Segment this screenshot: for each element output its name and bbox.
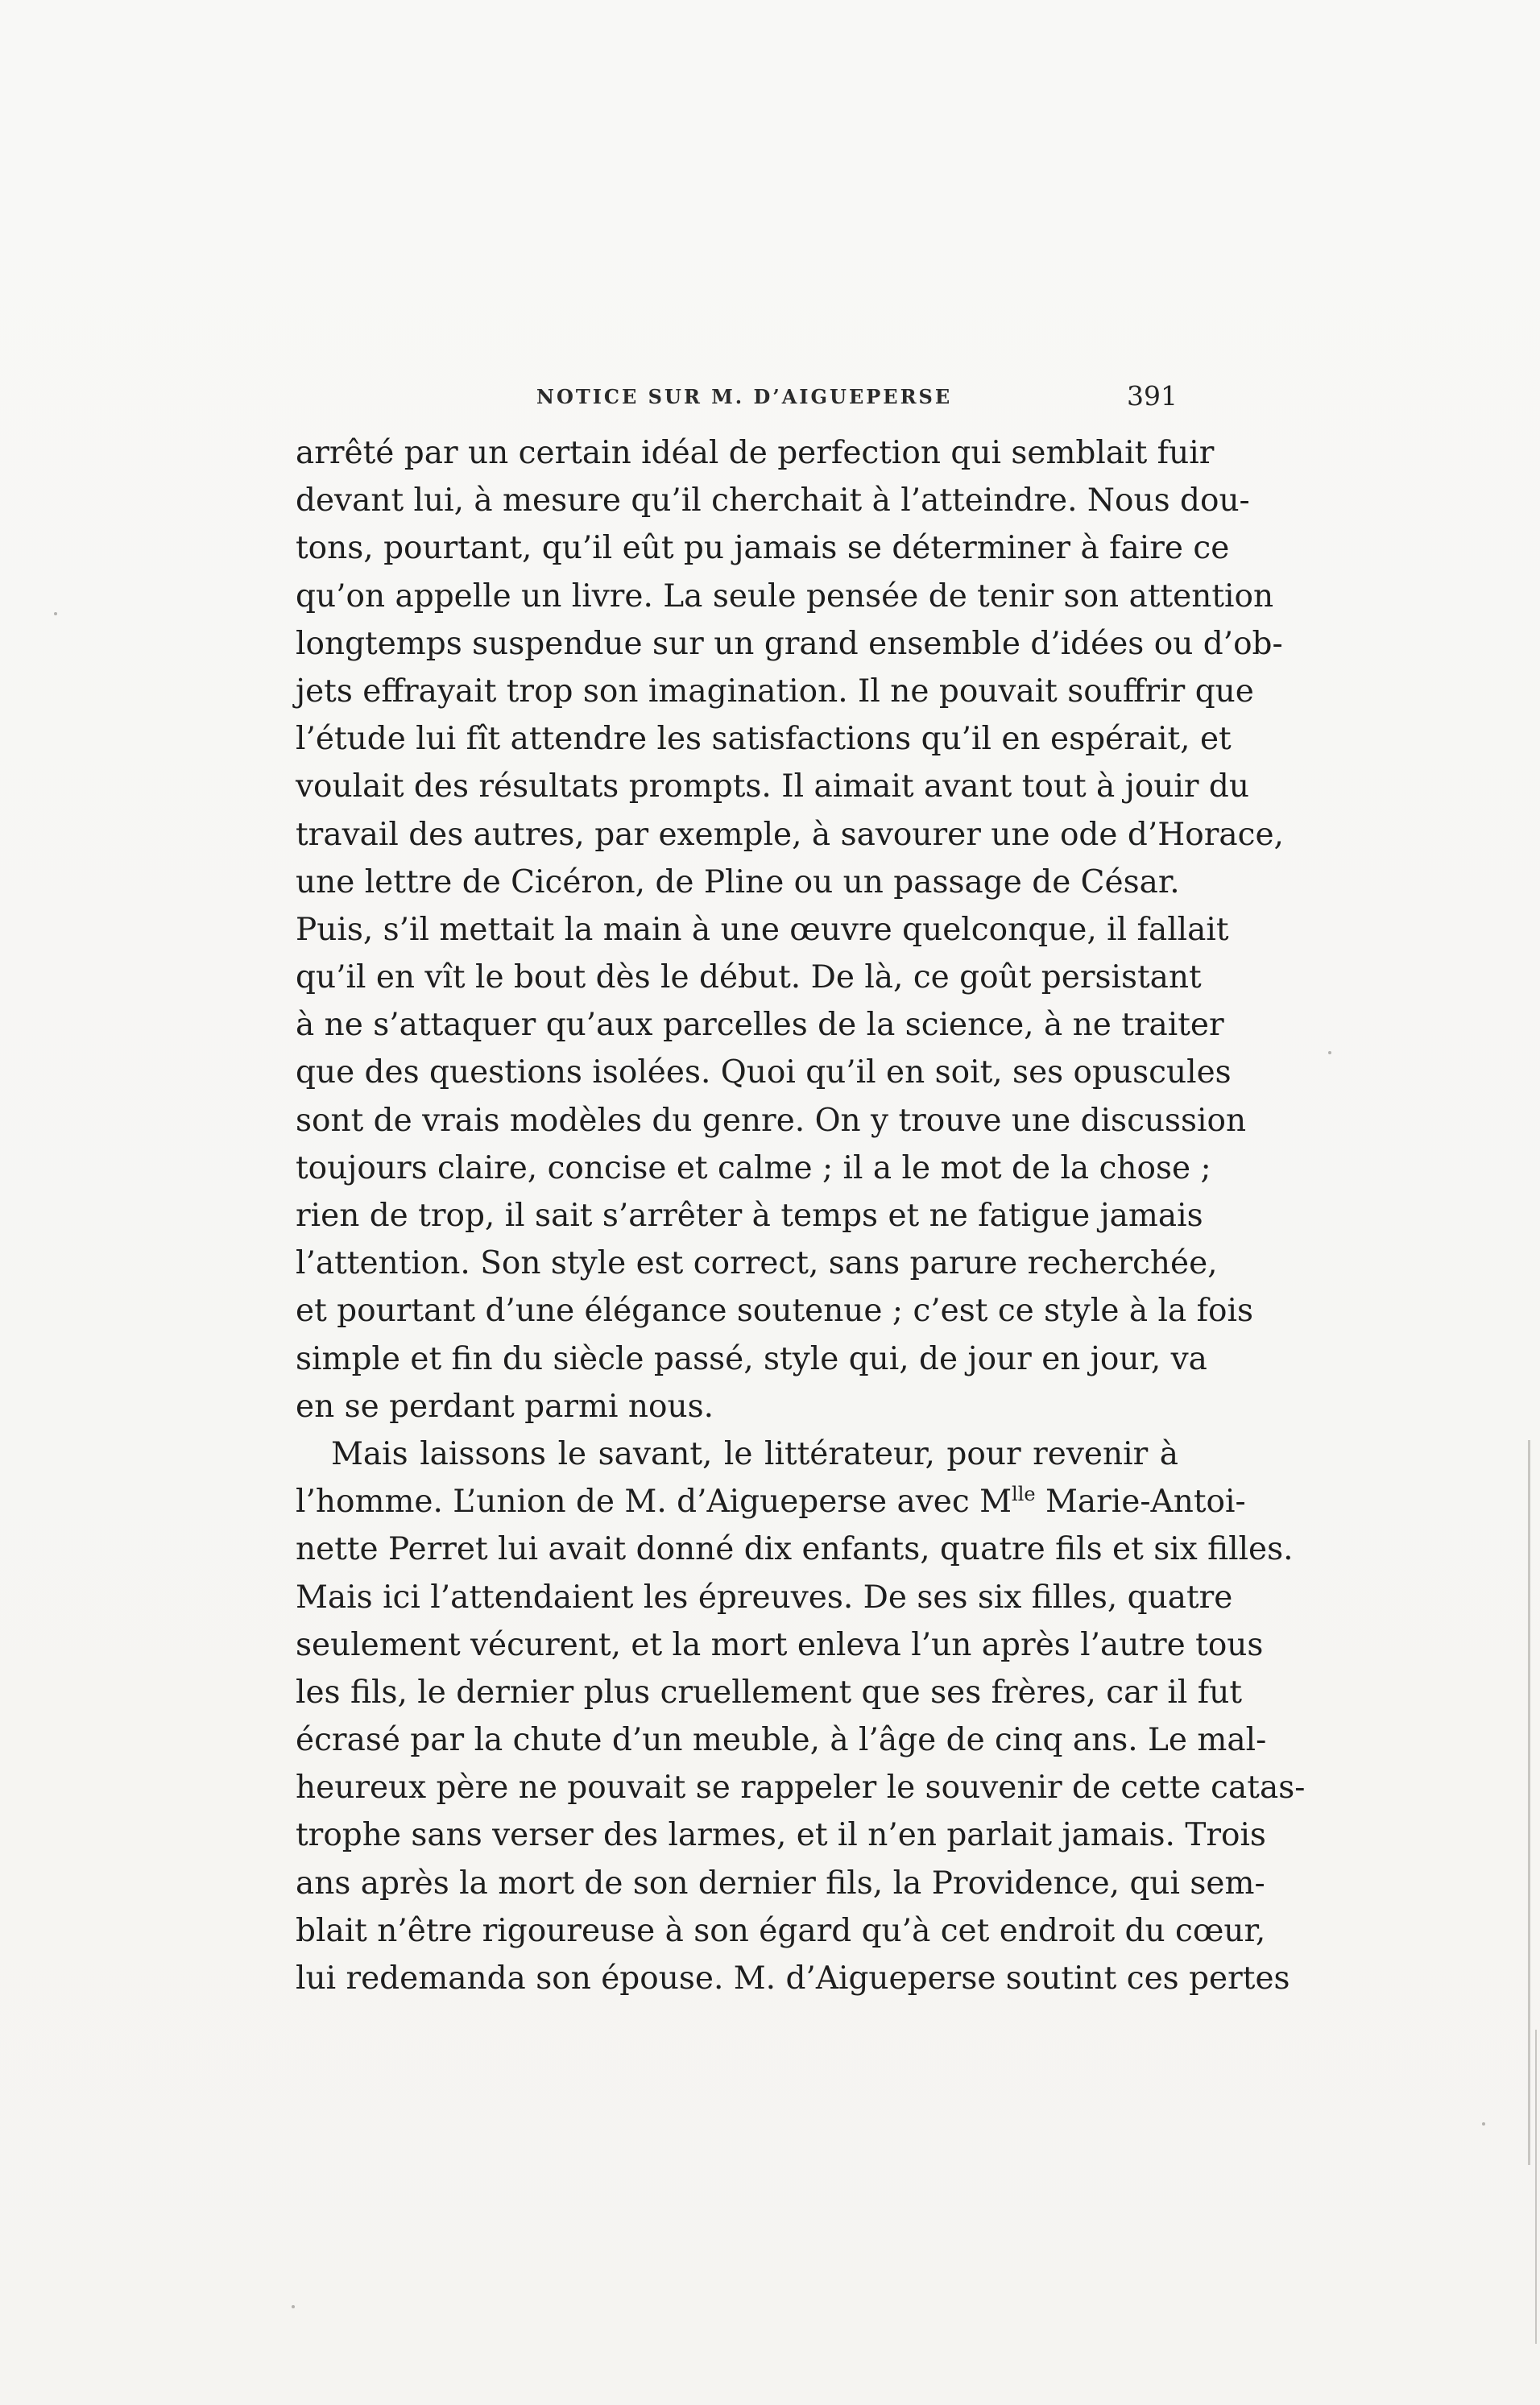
scan-speck — [54, 612, 57, 615]
scan-speck — [1482, 2122, 1485, 2126]
scan-margin-mark — [1528, 1440, 1530, 2165]
text-line: travail des autres, par exemple, à savourer une ode d’Horace, — [296, 816, 1284, 853]
text-line: longtemps suspendue sur un grand ensemble d’idées ou d’ob- — [296, 625, 1283, 662]
running-head — [536, 380, 1178, 419]
text-line: qu’on appelle un livre. La seule pensée de tenir son attention — [296, 577, 1274, 615]
text-line: que des questions isolées. Quoi qu’il en soit, ses opuscules — [296, 1054, 1232, 1091]
line-prefix: l’homme. L’union de M. d’Aigueperse avec M — [296, 1484, 1012, 1521]
text-line: les fils, le dernier plus cruellement que ses frères, car il fut — [296, 1674, 1242, 1711]
text-line: devant lui, à mesure qu’il cherchait à l’atteindre. Nous dou- — [296, 482, 1250, 519]
text-line: qu’il en vît le bout dès le début. De là, ce goût persistant — [296, 959, 1202, 996]
text-line: à ne s’attaquer qu’aux parcelles de la science, à ne traiter — [296, 1007, 1224, 1044]
text-line: une lettre de Cicéron, de Pline ou un passage de César. — [296, 863, 1180, 900]
text-line: sont de vrais modèles du genre. On y trouve une discussion — [296, 1102, 1247, 1139]
text-line-with-superscript — [296, 1478, 1246, 1525]
text-line: rien de trop, il sait s’arrêter à temps et ne fatigue jamais — [296, 1198, 1203, 1234]
text-line: en se perdant parmi nous. — [296, 1388, 714, 1425]
text-line: seulement vécurent, et la mort enleva l’un après l’autre tous — [296, 1626, 1264, 1663]
text-line: arrêté par un certain idéal de perfection qui semblait fuir — [296, 435, 1215, 471]
text-line: l’étude lui fît attendre les satisfactions qu’il en espérait, et — [296, 721, 1232, 758]
text-line: jets effrayait trop son imagination. Il ne pouvait souffrir que — [296, 673, 1254, 710]
text-line: nette Perret lui avait donné dix enfants, quatre fils et six filles. — [296, 1531, 1294, 1568]
text-line: Mais ici l’attendaient les épreuves. De ses six filles, quatre — [296, 1579, 1233, 1616]
text-line: Puis, s’il mettait la main à une œuvre quelconque, il fallait — [296, 911, 1229, 948]
text-line: heureux père ne pouvait se rappeler le souvenir de cette catas- — [296, 1770, 1306, 1807]
text-line: l’attention. Son style est correct, sans parure recherchée, — [296, 1245, 1218, 1282]
text-line: simple et fin du siècle passé, style qui, de jour en jour, va — [296, 1340, 1207, 1377]
text-line: lui redemanda son épouse. M. d’Aigueperse soutint ces pertes — [296, 1960, 1290, 1997]
line-suffix: Marie-Antoi- — [1035, 1484, 1246, 1521]
body-text — [296, 429, 1306, 2002]
scan-speck — [292, 2305, 295, 2308]
text-line: voulait des résultats prompts. Il aimait avant tout à jouir du — [296, 768, 1249, 805]
text-line: ans après la mort de son dernier fils, la Providence, qui sem- — [296, 1865, 1265, 1902]
header-title: NOTICE SUR M. D’AIGUEPERSE — [536, 385, 953, 408]
superscript-lle: lle — [1012, 1483, 1036, 1506]
text-line: tons, pourtant, qu’il eût pu jamais se déterminer à faire ce — [296, 530, 1230, 567]
scan-margin-mark — [1535, 2030, 1537, 2344]
text-line: blait n’être rigoureuse à son égard qu’à cet endroit du cœur, — [296, 1912, 1266, 1949]
text-line: et pourtant d’une élégance soutenue ; c’est ce style à la fois — [296, 1293, 1254, 1330]
text-line: trophe sans verser des larmes, et il n’en parlait jamais. Trois — [296, 1817, 1266, 1854]
text-line: Mais laissons le savant, le littérateur, pour revenir à — [331, 1435, 1178, 1472]
scan-speck — [1328, 1051, 1331, 1054]
text-line: toujours claire, concise et calme ; il a le mot de la chose ; — [296, 1149, 1211, 1186]
page-number: 391 — [1127, 380, 1178, 412]
text-line: écrasé par la chute d’un meuble, à l’âge de cinq ans. Le mal- — [296, 1722, 1267, 1759]
